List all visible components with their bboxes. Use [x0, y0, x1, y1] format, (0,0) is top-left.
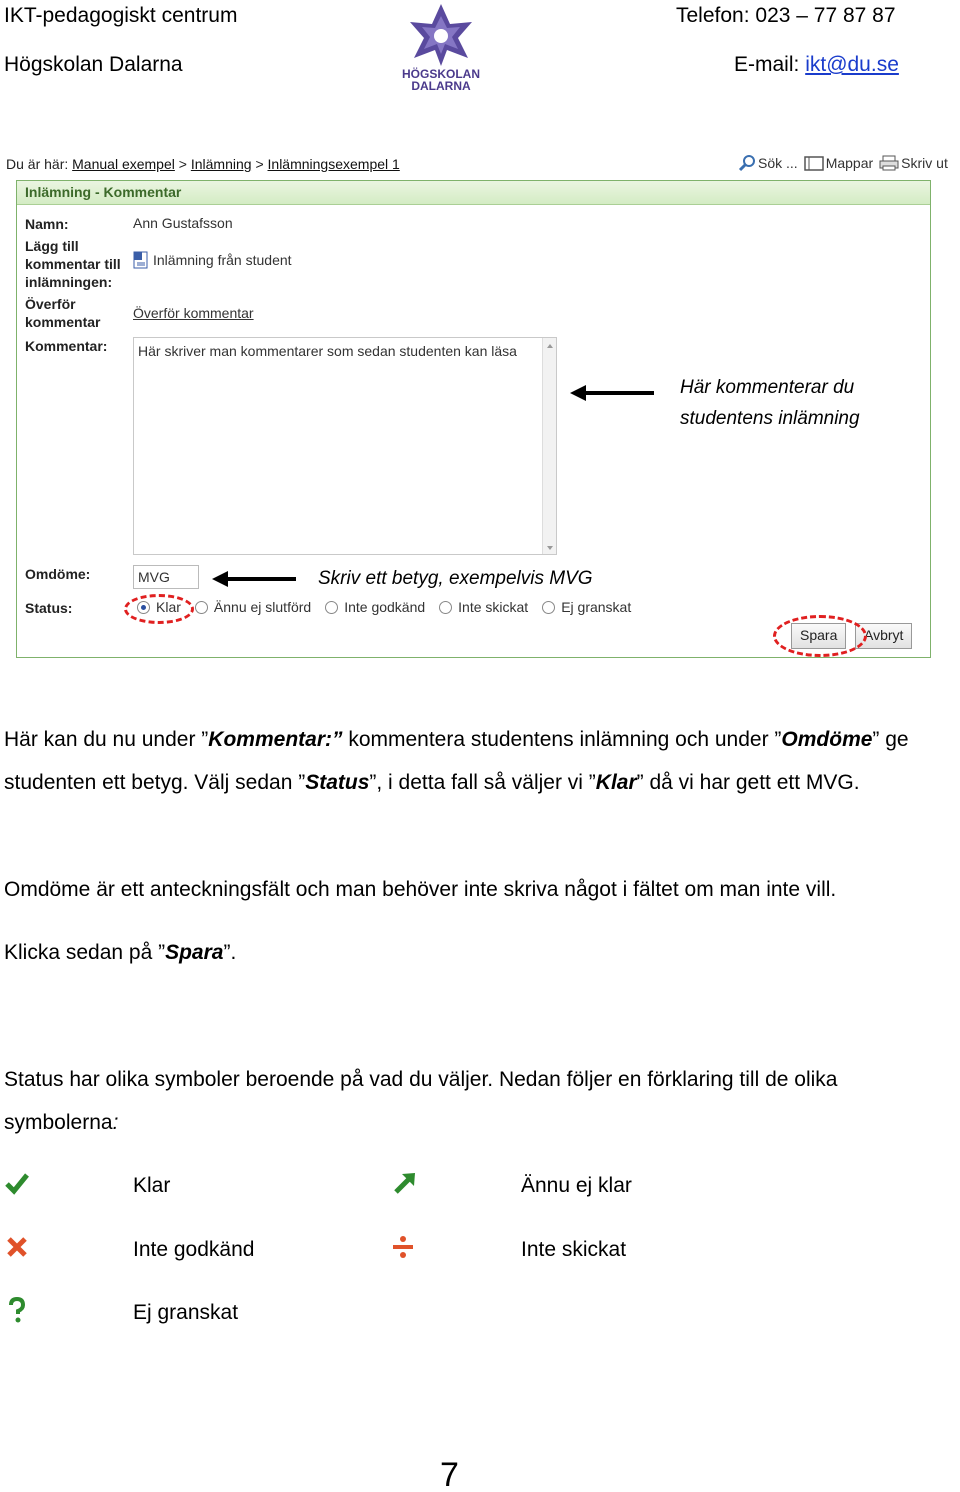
arrow-left-icon: [226, 577, 296, 581]
emphasis-status: Status: [305, 771, 370, 794]
radio[interactable]: [439, 601, 452, 614]
status-option-label: Inte skickat: [458, 599, 529, 615]
comment-note-1: Här kommenterar du: [680, 377, 855, 398]
text-run: ”.: [223, 941, 237, 964]
folders-tool[interactable]: [804, 154, 873, 172]
status-option-not-reviewed[interactable]: [542, 599, 631, 615]
instruction-paragraph: [4, 718, 934, 804]
arrow-left-icon: [584, 391, 654, 395]
radio[interactable]: [195, 601, 208, 614]
status-option-not-approved[interactable]: [325, 599, 425, 615]
folders-label: Mappar: [825, 155, 874, 171]
name-label: Namn:: [25, 216, 69, 232]
status-radio-group: [137, 599, 645, 615]
status-option-label: Klar: [156, 599, 181, 615]
email-link[interactable]: ikt@du.se: [805, 53, 899, 76]
transfer-comment-link[interactable]: [133, 305, 254, 321]
symbol-label: Klar: [133, 1174, 171, 1197]
search-label: Sök ...: [758, 155, 798, 171]
transfer-label: Överför kommentar: [25, 296, 101, 330]
student-name: Ann Gustafsson: [133, 215, 233, 231]
breadcrumb-prefix: Du är här:: [6, 156, 69, 172]
text-run: ” då vi har gett ett MVG.: [636, 771, 860, 794]
search-tool[interactable]: [738, 154, 798, 172]
grade-input[interactable]: MVG: [133, 565, 199, 589]
status-option-label: Inte godkänd: [344, 599, 426, 615]
email-line: [734, 53, 899, 77]
text-run: symbolerna: [4, 1111, 113, 1134]
arrow-up-right-icon: [392, 1170, 418, 1196]
comment-note-2: studentens inlämning: [680, 408, 860, 429]
grade-note: Skriv ett betyg, exempelvis MVG: [318, 568, 593, 589]
text-run: ” ge studenten ett betyg. Välj sedan ”: [4, 728, 909, 794]
printer-icon: [879, 155, 899, 171]
word-document-icon: [133, 251, 149, 269]
logo-text-2: DALARNA: [411, 79, 471, 93]
attachment-item[interactable]: [133, 251, 292, 269]
scroll-arrows-icon: [543, 338, 557, 556]
breadcrumb-separator: >: [255, 156, 264, 172]
cross-icon: [4, 1234, 30, 1260]
logo: [398, 2, 484, 94]
save-paragraph: [4, 931, 934, 974]
school-name: Högskolan Dalarna: [4, 53, 183, 76]
status-option-label: Ännu ej slutförd: [213, 599, 312, 615]
comment-scrollbar[interactable]: [542, 338, 556, 554]
grade-label: Omdöme:: [25, 566, 91, 582]
check-icon: [4, 1170, 30, 1196]
breadcrumb-item[interactable]: Inlämning: [190, 156, 252, 172]
text-run: kommentera studentens inlämning och under ”: [342, 728, 782, 751]
symbol-label: Ännu ej klar: [521, 1174, 632, 1197]
question-icon: [4, 1297, 30, 1323]
text-run: ”, i detta fall så väljer vi ”: [369, 771, 596, 794]
comment-label: Kommentar:: [25, 338, 108, 354]
attachment-name: Inlämning från student: [153, 252, 292, 268]
symbol-label: Inte skickat: [521, 1238, 627, 1261]
print-label: Skriv ut: [901, 155, 948, 171]
save-button[interactable]: Spara: [791, 623, 846, 649]
status-option-not-finished[interactable]: [195, 599, 311, 615]
attach-label: Lägg till kommentar till inlämningen:: [25, 238, 121, 290]
search-icon: [738, 154, 756, 172]
folder-icon: [804, 155, 824, 171]
breadcrumb-item[interactable]: Inlämningsexempel 1: [267, 156, 400, 172]
emphasis-kommentar: Kommentar:”: [208, 728, 343, 751]
email-label: E-mail:: [734, 53, 806, 76]
status-label: Status:: [25, 600, 73, 616]
breadcrumb-item[interactable]: Manual exempel: [72, 156, 175, 172]
comment-textarea[interactable]: [133, 337, 557, 555]
star-logo-icon: [398, 2, 484, 68]
print-tool[interactable]: [879, 154, 948, 172]
breadcrumb-separator: >: [178, 156, 187, 172]
emphasis-omdome: Omdöme: [781, 728, 873, 751]
comment-text: Här skriver man kommentarer som sedan studenten kan läsa: [138, 343, 517, 359]
toolbar: [738, 154, 948, 172]
divide-icon: [390, 1234, 416, 1260]
page-number: 7: [440, 1456, 459, 1492]
text-run: Status har olika symboler beroende på vad du väljer. Nedan följer en förklaring till de olika: [4, 1068, 838, 1091]
grade-note-paragraph: Omdöme är ett anteckningsfält och man behöver inte skriva något i fältet om man inte vill.: [4, 878, 837, 901]
panel-title: Inlämning - Kommentar: [17, 181, 930, 205]
radio[interactable]: [542, 601, 555, 614]
emphasis-spara: Spara: [165, 941, 224, 964]
symbol-label: Ej granskat: [133, 1301, 239, 1324]
logo-text-1: HÖGSKOLAN: [402, 67, 480, 81]
text-run: Klicka sedan på ”: [4, 941, 166, 964]
status-option-label: Ej granskat: [561, 599, 632, 615]
breadcrumb: [6, 156, 400, 172]
highlight-klar: [124, 594, 194, 624]
org-name: IKT-pedagogiskt centrum: [4, 4, 238, 27]
highlight-save: [773, 615, 867, 657]
text-run: Här kan du nu under ”: [4, 728, 209, 751]
transfer-link-text[interactable]: Överför kommentar: [133, 305, 254, 321]
emphasis-klar: Klar: [595, 771, 637, 794]
text-run: :: [112, 1111, 119, 1134]
symbol-label: Inte godkänd: [133, 1238, 255, 1261]
cancel-button[interactable]: Avbryt: [855, 623, 912, 649]
phone-number: Telefon: 023 – 77 87 87: [676, 4, 896, 27]
status-option-not-sent[interactable]: [439, 599, 528, 615]
status-intro-paragraph: [4, 1058, 934, 1144]
radio[interactable]: [325, 601, 338, 614]
lms-screenshot: [0, 148, 960, 668]
